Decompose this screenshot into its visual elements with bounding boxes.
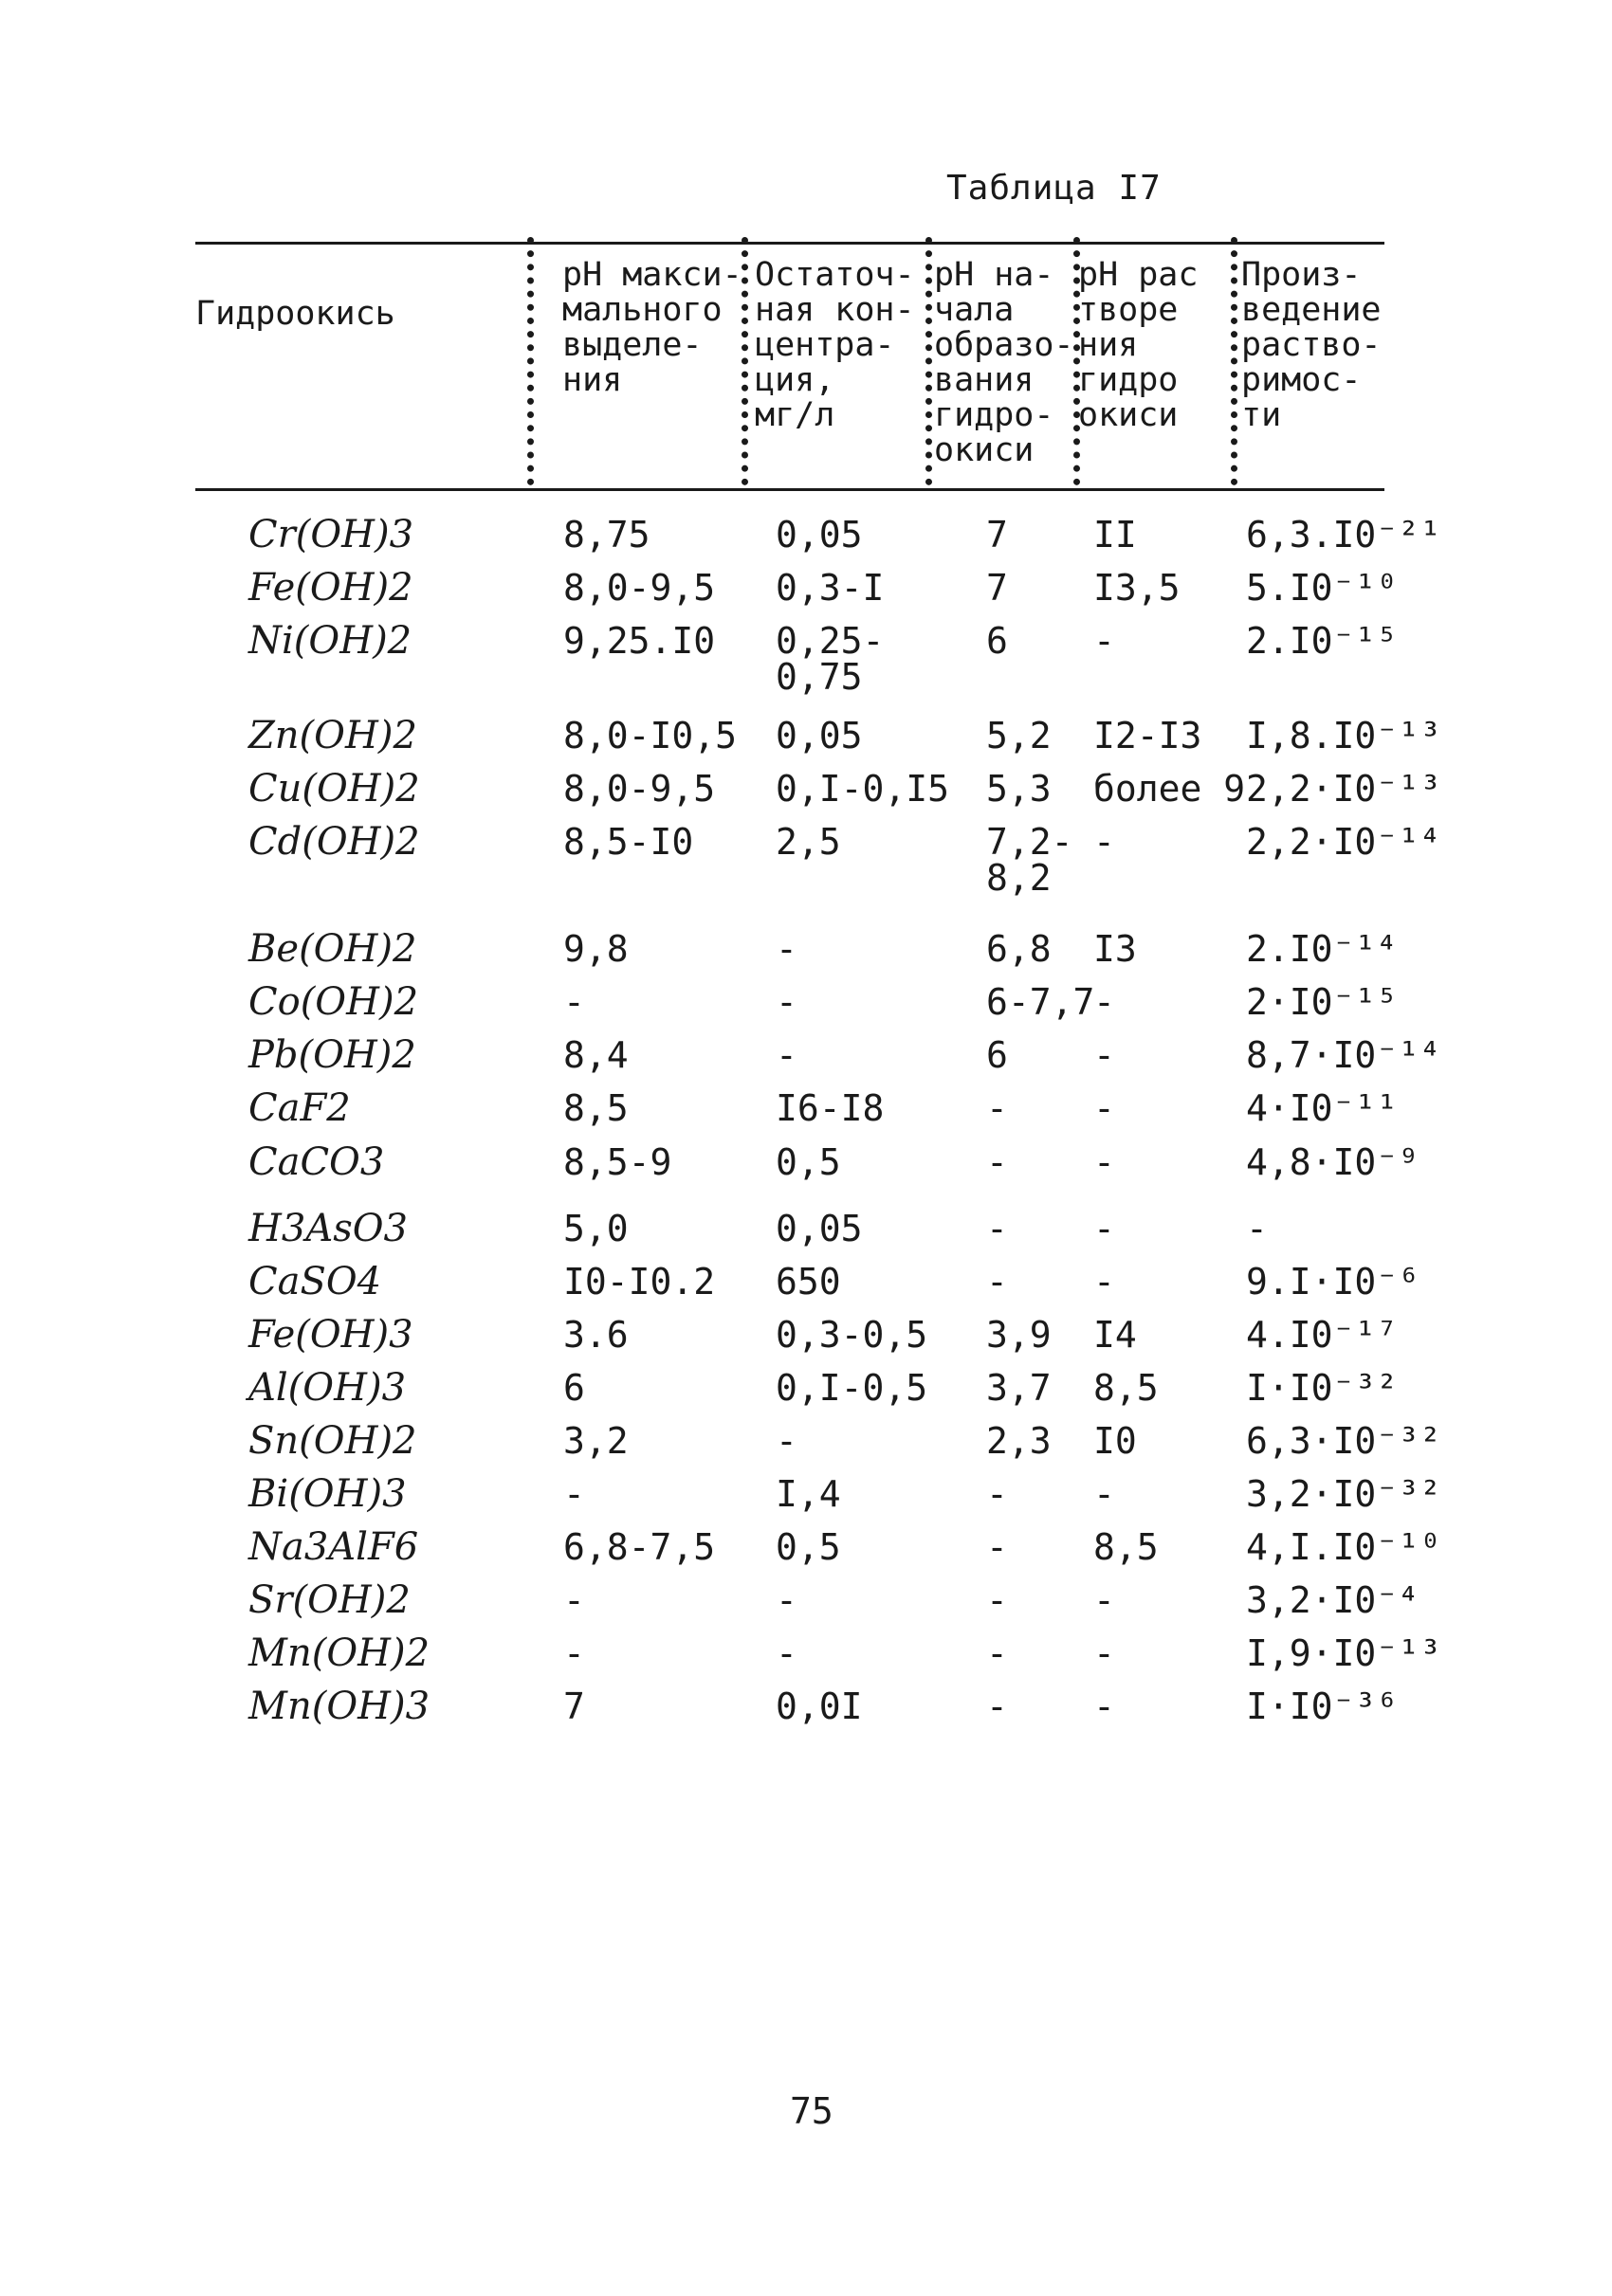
residual-concentration-value: 0,5: [776, 1141, 841, 1183]
solubility-product-value: 4,8·I0⁻⁹: [1246, 1141, 1420, 1183]
ph-dissolution-value: 8,5: [1093, 1367, 1159, 1409]
solubility-product-value: 2·I0⁻¹⁵: [1246, 981, 1399, 1023]
ph-start-value: -: [986, 1526, 1008, 1568]
ph-max-value: -: [563, 1473, 585, 1515]
ph-start-value: 7: [986, 567, 1008, 609]
ph-start-value: -: [986, 1579, 1008, 1621]
solubility-product-value: 6,3·I0⁻³²: [1246, 1420, 1441, 1462]
hydroxide-formula: Co(OH)2: [248, 980, 419, 1024]
ph-max-value: 8,5-I0: [563, 821, 694, 863]
hydroxide-formula: Cr(OH)3: [248, 513, 414, 556]
header-bottom-rule: [195, 488, 1384, 491]
hydroxide-formula: Fe(OH)2: [248, 566, 413, 610]
ph-start-value: -: [986, 1473, 1008, 1515]
ph-max-value: 3,2: [563, 1420, 629, 1462]
solubility-product-value: 2,2·I0⁻¹⁴: [1246, 821, 1441, 863]
hydroxide-formula: Cu(OH)2: [248, 767, 420, 811]
residual-concentration-value: -: [776, 1034, 797, 1076]
residual-concentration-value: -: [776, 981, 797, 1023]
solubility-product-value: 4·I0⁻¹¹: [1246, 1087, 1399, 1129]
ph-max-value: 8,5: [563, 1087, 629, 1129]
solubility-product-value: 8,7·I0⁻¹⁴: [1246, 1034, 1441, 1076]
ph-dissolution-value: I3,5: [1093, 567, 1181, 609]
ph-dissolution-value: -: [1093, 1579, 1115, 1621]
solubility-product-value: I·I0⁻³⁶: [1246, 1686, 1399, 1727]
ph-dissolution-value: -: [1093, 1473, 1115, 1515]
residual-concentration-value: 0,I-0,I5: [776, 768, 950, 810]
ph-dissolution-value: -: [1093, 1261, 1115, 1303]
ph-dissolution-value: -: [1093, 1087, 1115, 1129]
solubility-product-value: -: [1246, 1208, 1268, 1249]
hydroxide-formula: CaCO3: [248, 1140, 385, 1184]
ph-dissolution-value: I0: [1093, 1420, 1137, 1462]
ph-max-value: -: [563, 1579, 585, 1621]
ph-start-value: -: [986, 1261, 1008, 1303]
ph-start-value: 5,3: [986, 768, 1052, 810]
hydroxide-formula: Cd(OH)2: [248, 820, 420, 864]
ph-dissolution-value: -: [1093, 1141, 1115, 1183]
column-separator: [925, 237, 932, 485]
ph-start-value: 6: [986, 1034, 1008, 1076]
ph-start-value: 7: [986, 514, 1008, 556]
header-solubility-product: Произ- ведение раство- римос- ти: [1241, 256, 1382, 434]
hydroxide-formula: Fe(OH)3: [248, 1313, 413, 1357]
header-ph-max: pH макси- мального выделе- ния: [562, 256, 742, 399]
residual-concentration-value: 2,5: [776, 821, 841, 863]
header-ph-start: pH на- чала образо- вания гидро- окиси: [934, 256, 1074, 469]
ph-start-value: 5,2: [986, 715, 1052, 756]
residual-concentration-value: 0,25- 0,75: [776, 620, 885, 698]
ph-dissolution-value: I3: [1093, 928, 1137, 970]
header-ph-dissolution: pH рас творе ния гидро окиси: [1078, 256, 1199, 434]
ph-start-value: 6,8: [986, 928, 1052, 970]
residual-concentration-value: 0,I-0,5: [776, 1367, 928, 1409]
ph-start-value: -: [986, 1686, 1008, 1727]
ph-max-value: 8,4: [563, 1034, 629, 1076]
ph-dissolution-value: I2-I3: [1093, 715, 1202, 756]
ph-dissolution-value: -: [1093, 821, 1115, 863]
residual-concentration-value: -: [776, 1579, 797, 1621]
ph-max-value: 7: [563, 1686, 585, 1727]
hydroxide-formula: Ni(OH)2: [248, 619, 412, 663]
ph-start-value: -: [986, 1087, 1008, 1129]
ph-max-value: 9,8: [563, 928, 629, 970]
ph-start-value: 2,3: [986, 1420, 1052, 1462]
ph-dissolution-value: 8,5: [1093, 1526, 1159, 1568]
hydroxide-formula: CaSO4: [248, 1260, 382, 1303]
column-separator: [527, 237, 534, 485]
solubility-product-value: I·I0⁻³²: [1246, 1367, 1399, 1409]
solubility-product-value: 2.I0⁻¹⁵: [1246, 620, 1399, 662]
page-number: 75: [790, 2090, 833, 2132]
solubility-product-value: I,9·I0⁻¹³: [1246, 1632, 1441, 1674]
residual-concentration-value: 0,0I: [776, 1686, 863, 1727]
solubility-product-value: 2.I0⁻¹⁴: [1246, 928, 1399, 970]
solubility-product-value: 5.I0⁻¹⁰: [1246, 567, 1399, 609]
residual-concentration-value: 0,3-I: [776, 567, 885, 609]
ph-start-value: 3,7: [986, 1367, 1052, 1409]
solubility-product-value: 3,2·I0⁻³²: [1246, 1473, 1441, 1515]
ph-max-value: 8,75: [563, 514, 650, 556]
ph-dissolution-value: -: [1093, 1686, 1115, 1727]
ph-dissolution-value: II: [1093, 514, 1137, 556]
hydroxide-formula: Zn(OH)2: [248, 714, 417, 757]
ph-max-value: 8,0-I0,5: [563, 715, 738, 756]
hydroxide-formula: H3AsO3: [248, 1207, 408, 1250]
solubility-product-value: 6,3.I0⁻²¹: [1246, 514, 1441, 556]
hydroxide-formula: Al(OH)3: [248, 1366, 407, 1410]
solubility-product-value: 2,2·I0⁻¹³: [1246, 768, 1441, 810]
ph-dissolution-value: более 9: [1093, 768, 1246, 810]
column-separator: [1231, 237, 1237, 485]
hydroxide-formula: Sr(OH)2: [248, 1578, 411, 1622]
ph-dissolution-value: -: [1093, 1034, 1115, 1076]
ph-start-value: 6: [986, 620, 1008, 662]
ph-dissolution-value: -: [1093, 1632, 1115, 1674]
ph-max-value: 8,5-9: [563, 1141, 672, 1183]
solubility-product-value: 4,I.I0⁻¹⁰: [1246, 1526, 1441, 1568]
column-separator: [742, 237, 748, 485]
residual-concentration-value: -: [776, 1632, 797, 1674]
ph-dissolution-value: -: [1093, 1208, 1115, 1249]
ph-max-value: 5,0: [563, 1208, 629, 1249]
ph-max-value: 3.6: [563, 1314, 629, 1356]
hydroxide-formula: Pb(OH)2: [248, 1033, 416, 1077]
ph-start-value: 7,2- 8,2: [986, 821, 1073, 899]
hydroxide-formula: CaF2: [248, 1086, 351, 1130]
hydroxide-formula: Mn(OH)2: [248, 1631, 430, 1675]
table-top-rule: [195, 242, 1384, 245]
hydroxide-formula: Mn(OH)3: [248, 1685, 430, 1728]
ph-max-value: 9,25.I0: [563, 620, 716, 662]
residual-concentration-value: 650: [776, 1261, 841, 1303]
table-caption: Таблица I7: [946, 169, 1162, 208]
ph-start-value: -: [986, 1141, 1008, 1183]
hydroxide-formula: Bi(OH)3: [248, 1472, 407, 1516]
residual-concentration-value: I,4: [776, 1473, 841, 1515]
ph-max-value: -: [563, 1632, 585, 1674]
ph-start-value: 3,9: [986, 1314, 1052, 1356]
ph-max-value: 8,0-9,5: [563, 567, 716, 609]
header-residual-concentration: Остаточ- ная кон- центра- ция, мг/л: [755, 256, 915, 434]
residual-concentration-value: 0,05: [776, 514, 863, 556]
residual-concentration-value: 0,5: [776, 1526, 841, 1568]
residual-concentration-value: 0,05: [776, 715, 863, 756]
ph-dissolution-value: -: [1093, 981, 1115, 1023]
solubility-product-value: 3,2·I0⁻⁴: [1246, 1579, 1420, 1621]
solubility-product-value: 4.I0⁻¹⁷: [1246, 1314, 1399, 1356]
ph-max-value: 8,0-9,5: [563, 768, 716, 810]
ph-start-value: -: [986, 1208, 1008, 1249]
ph-max-value: -: [563, 981, 585, 1023]
residual-concentration-value: 0,05: [776, 1208, 863, 1249]
ph-max-value: 6: [563, 1367, 585, 1409]
hydroxide-formula: Be(OH)2: [248, 927, 417, 971]
solubility-product-value: I,8.I0⁻¹³: [1246, 715, 1441, 756]
ph-max-value: 6,8-7,5: [563, 1526, 716, 1568]
ph-dissolution-value: I4: [1093, 1314, 1137, 1356]
ph-start-value: -: [986, 1632, 1008, 1674]
ph-dissolution-value: -: [1093, 620, 1115, 662]
residual-concentration-value: 0,3-0,5: [776, 1314, 928, 1356]
residual-concentration-value: I6-I8: [776, 1087, 885, 1129]
ph-start-value: 6-7,7: [986, 981, 1095, 1023]
residual-concentration-value: -: [776, 928, 797, 970]
ph-max-value: I0-I0.2: [563, 1261, 716, 1303]
residual-concentration-value: -: [776, 1420, 797, 1462]
header-hydroxide: Гидроокись: [195, 295, 395, 333]
hydroxide-formula: Na3AlF6: [248, 1525, 419, 1569]
solubility-product-value: 9.I·I0⁻⁶: [1246, 1261, 1420, 1303]
hydroxide-formula: Sn(OH)2: [248, 1419, 417, 1463]
